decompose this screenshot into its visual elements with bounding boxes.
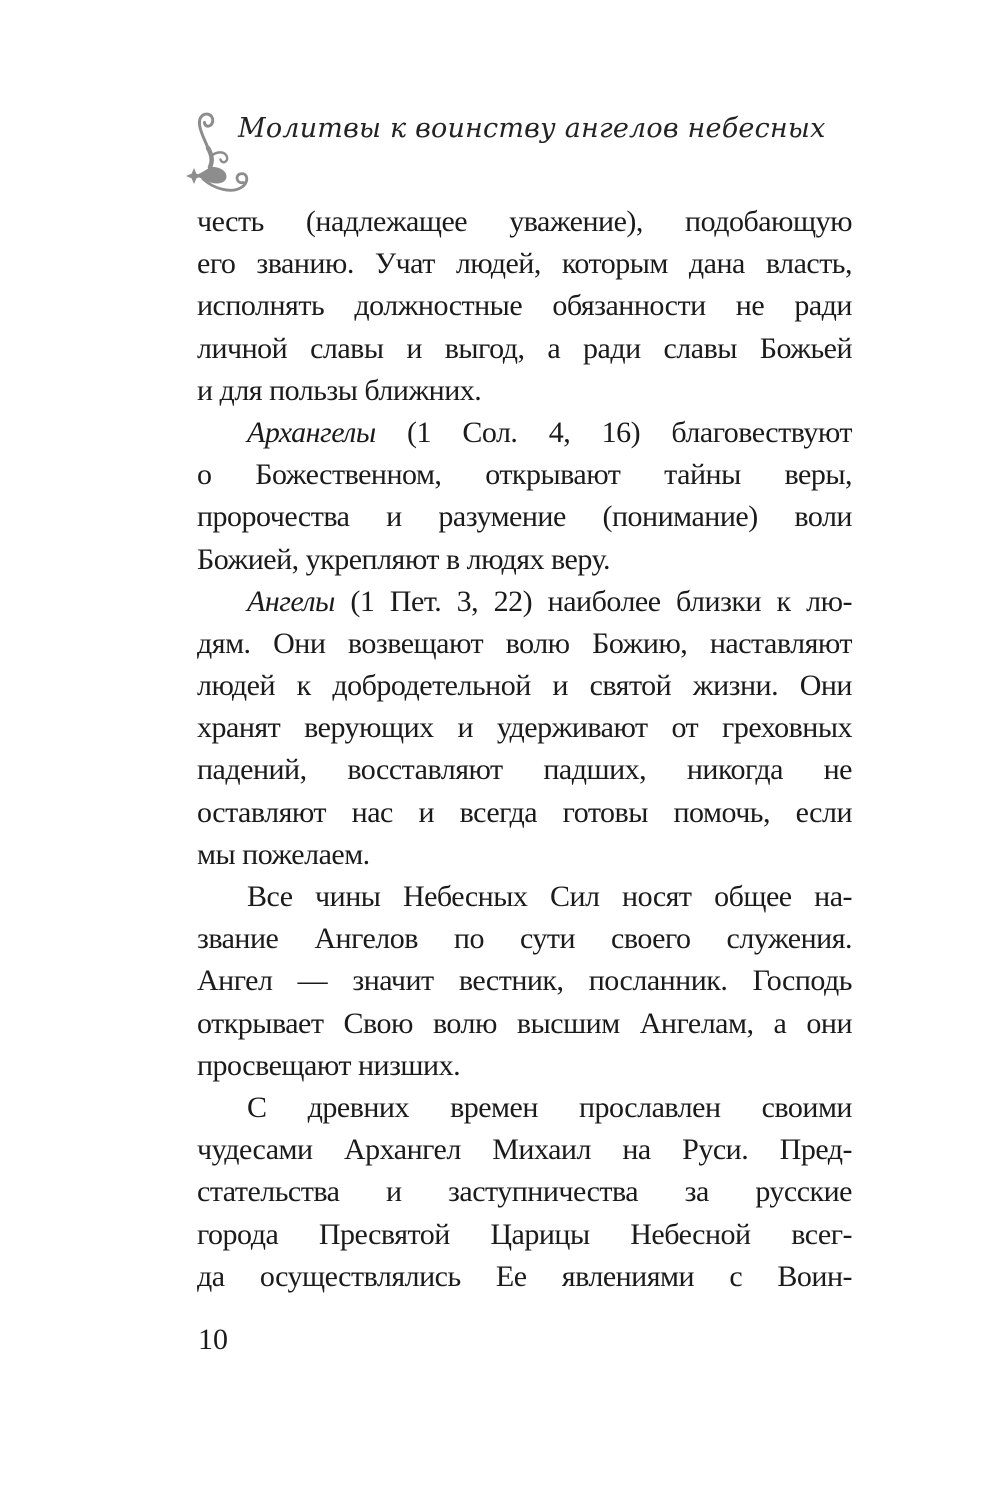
text-line: города Пресвятой Царицы Небесной всег-: [197, 1217, 852, 1251]
text-line: о Божественном, открывают тайны веры,: [197, 458, 852, 492]
text-line: да осуществлялись Ее явлениями с Воин-: [197, 1259, 852, 1293]
text-line: пророчества и разумение (понимание) воли: [197, 500, 852, 534]
text-body: [197, 201, 852, 1298]
text-line: честь (надлежащее уважение), подобающую: [197, 205, 852, 238]
text-line: хранят верующих и удерживают от греховных: [197, 711, 852, 745]
text-line: [197, 412, 852, 454]
text-line: исполнять должностные обязанности не ради: [197, 289, 852, 323]
text-line: Все чины Небесных Сил носят общее на-: [247, 880, 852, 913]
text-line: и для пользы ближних.: [197, 373, 482, 407]
text-line: стательства и заступничества за русские: [197, 1175, 852, 1209]
running-head-title: Молитвы к воинству ангелов небесных: [238, 113, 826, 144]
text-line: дям. Они возвещают волю Божию, наставляют: [197, 626, 852, 660]
text-line: его званию. Учат людей, которым дана власть,: [197, 247, 852, 281]
text-line: открывает Свою волю высшим Ангелам, а они: [197, 1006, 852, 1040]
emphasized-text: Ангелы: [247, 584, 335, 618]
text-line: Ангел — значит вестник, посланник. Господь: [197, 964, 852, 998]
text-line: С древних времен прославлен своими: [247, 1090, 852, 1124]
text-line: мы пожелаем.: [197, 837, 370, 871]
text-line: [197, 581, 852, 623]
text-line: падений, восставляют падших, никогда не: [197, 753, 852, 787]
text-line: личной славы и выгод, а ради славы Божьей: [197, 331, 852, 365]
plain-text: (1 Пет. 3, 22) наиболее близки к лю-: [334, 584, 852, 618]
text-line: Божией, укрепляют в людях веру.: [197, 542, 610, 576]
text-line: оставляют нас и всегда готовы помочь, если: [197, 795, 852, 829]
flourish-star: [186, 168, 202, 184]
text-line: просвещают низших.: [197, 1048, 461, 1082]
text-line: чудесами Архангел Михаил на Руси. Пред-: [197, 1133, 852, 1167]
text-line: звание Ангелов по сути своего служения.: [197, 922, 852, 956]
emphasized-text: Архангелы: [247, 415, 376, 449]
page-number: 10: [198, 1323, 228, 1356]
plain-text: (1 Сол. 4, 16) благовествуют: [375, 415, 852, 449]
text-line: людей к добродетельной и святой жизни. Они: [197, 669, 852, 703]
